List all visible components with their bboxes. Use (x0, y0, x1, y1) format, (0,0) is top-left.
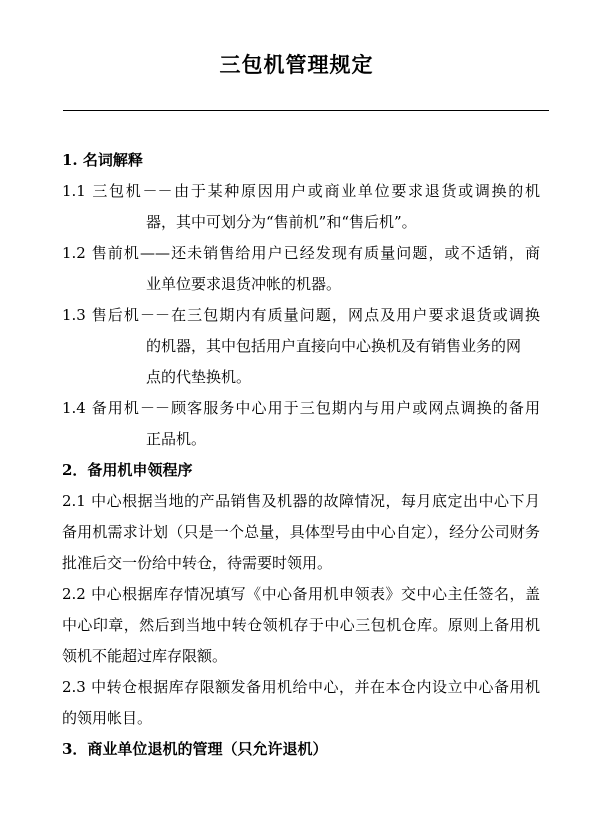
item-first-line: 售后机－－在三包期内有质量问题，网点及用户要求退货或调换 (91, 306, 540, 324)
item-continuation: 的机器，其中包括用户直接向中心换机及有销售业务的网 (146, 337, 522, 355)
item-number: 1.4 (62, 399, 86, 417)
definition-item-1-1 (62, 176, 540, 238)
item-number: 2.1 (62, 492, 86, 510)
item-number: 2.3 (62, 678, 86, 696)
section-heading-3: 3．商业单位退机的管理（只允许退机） (62, 740, 328, 758)
title-divider (63, 110, 549, 111)
item-continuation: 点的代垫换机。 (146, 368, 252, 386)
item-first-line: 备用机－－顾客服务中心用于三包期内与用户或网点调换的备用 (91, 399, 540, 417)
item-number: 2.2 (62, 585, 86, 603)
paragraph-text: 中心根据当地的产品销售及机器的故障情况，每月底定出中心下月备用机需求计划（只是一个总量，具体型号由中心自定），经分公司财务批准后交一份给中转仓，待需要时领用。 (62, 492, 540, 572)
document-body (62, 145, 540, 765)
section-heading-1: 1. 名词解释 (62, 151, 143, 169)
definition-item-1-2 (62, 238, 540, 300)
paragraph-2-2 (62, 579, 540, 672)
item-continuation: 业单位要求退货冲帐的机器。 (146, 275, 342, 293)
item-number: 1.1 (62, 182, 86, 200)
item-continuation: 正品机。 (146, 430, 207, 448)
item-number: 1.3 (62, 306, 86, 324)
item-number: 1.2 (62, 244, 86, 262)
definition-item-1-3 (62, 300, 540, 393)
paragraph-2-1 (62, 486, 540, 579)
item-first-line: 售前机——还未销售给用户已经发现有质量问题，或不适销，商 (91, 244, 540, 262)
section-heading-2: 2．备用机申领程序 (62, 461, 193, 479)
document-title: 三包机管理规定 (219, 52, 374, 77)
paragraph-text: 中转仓根据库存限额发备用机给中心，并在本仓内设立中心备用机的领用帐目。 (62, 678, 540, 727)
definition-item-1-4 (62, 393, 540, 455)
paragraph-text: 中心根据库存情况填写《中心备用机申领表》交中心主任签名，盖中心印章，然后到当地中转仓领机存于中心三包机仓库。原则上备用机领机不能超过库存限额。 (62, 585, 540, 665)
paragraph-2-3 (62, 672, 540, 734)
item-first-line: 三包机－－由于某种原因用户或商业单位要求退货或调换的机 (92, 182, 540, 200)
item-continuation: 器，其中可划分为“售前机”和“售后机”。 (146, 213, 417, 231)
